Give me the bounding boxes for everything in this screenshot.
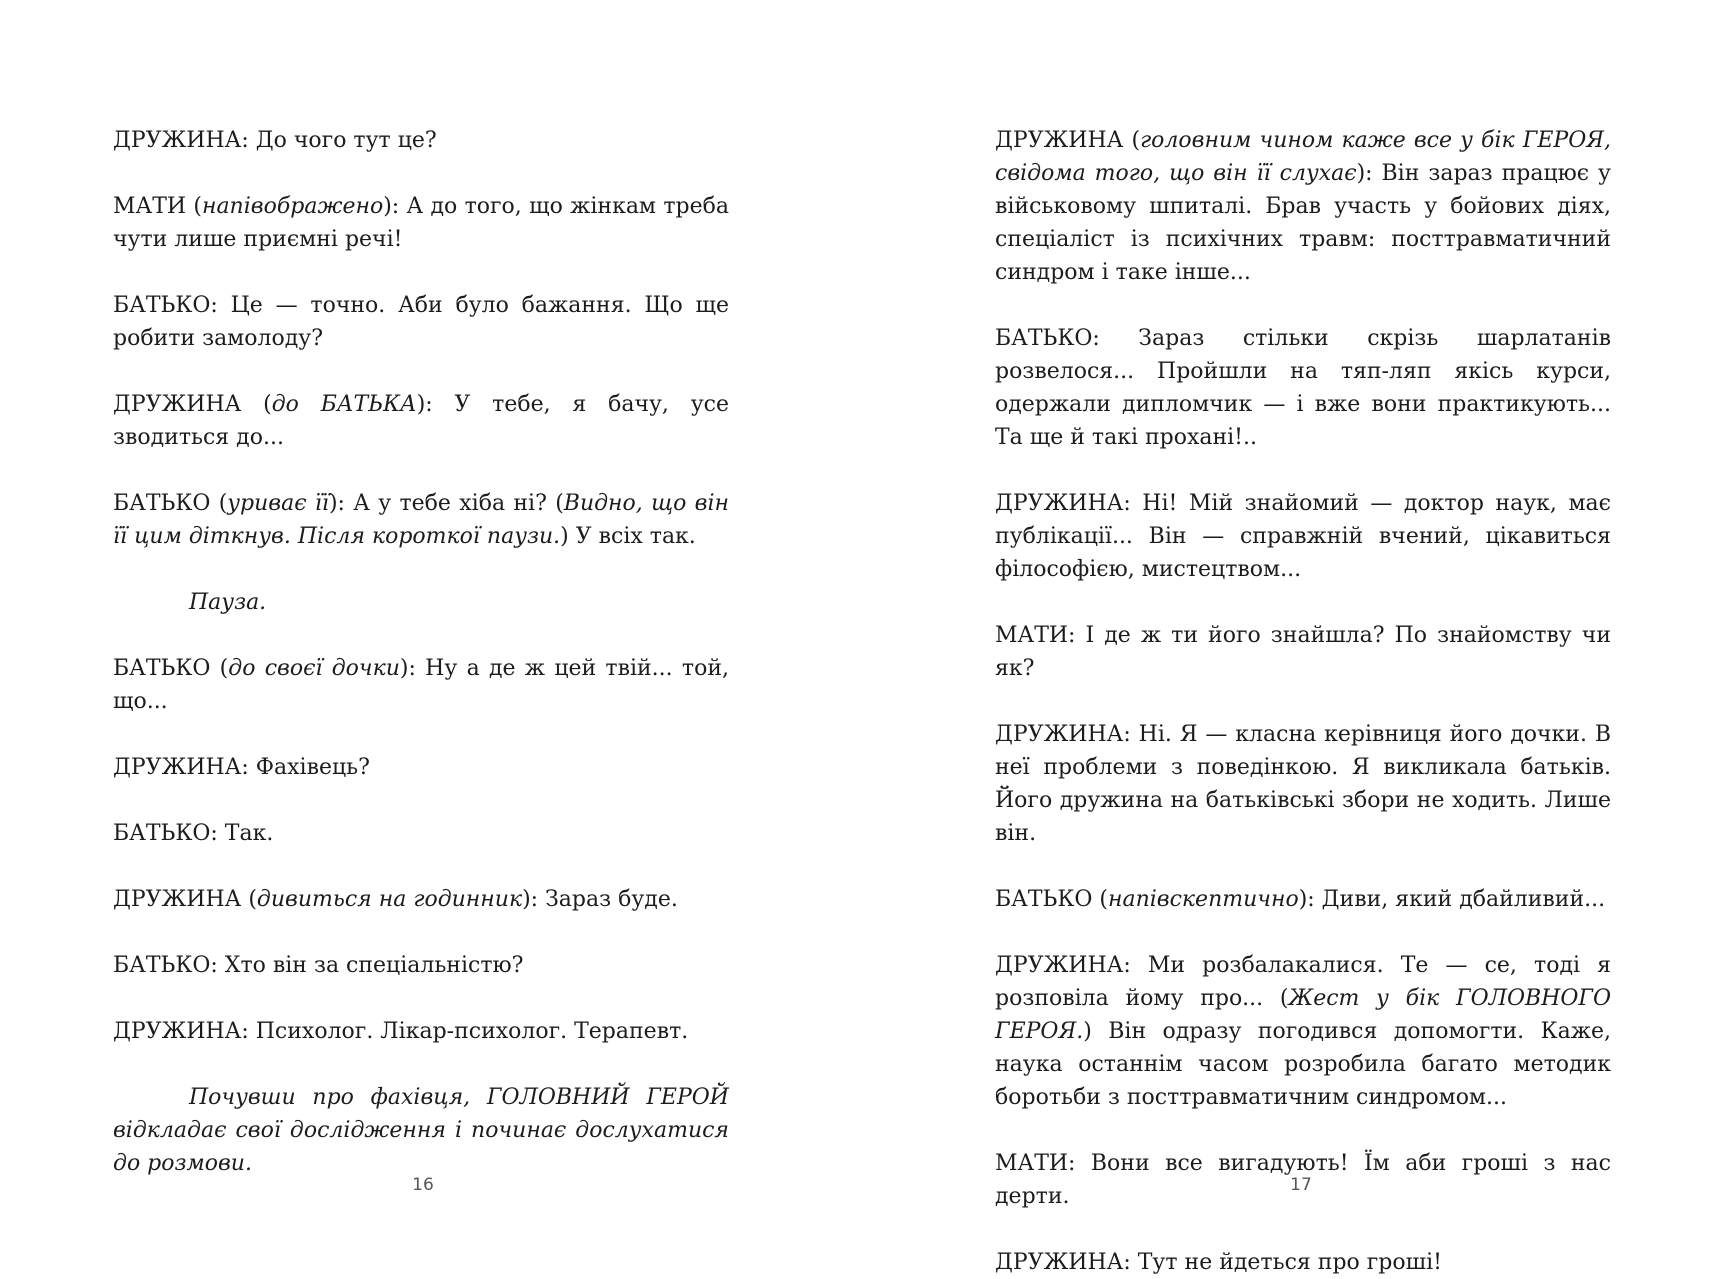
dialogue-line: ДРУЖИНА: Ні! Мій знайомий — доктор наук, має публікації... Він — справжній вчений, цікавиться філософією, мистецтвом... [995, 491, 1611, 582]
dialogue-line: БАТЬКО (уриває її): А у тебе хіба ні? (Видно, що він її цим діткнув. Після короткої паузи.) У всіх так. [113, 491, 730, 549]
dialogue-line: ДРУЖИНА: Ні. Я — класна керівниця його дочки. В неї проблеми з поведінкою. Я викликала батьків. Його дружина на батьківські збори не ходить. Лише він. [995, 722, 1611, 846]
dialogue-line: БАТЬКО: Хто він за спеціальністю? [113, 953, 524, 978]
dialogue-line: БАТЬКО (до своєї дочки): Ну а де ж цей твій... той, що... [113, 656, 729, 714]
right-page [856, 0, 1713, 1275]
left-page [0, 0, 856, 1258]
dialogue-line: МАТИ: І де ж ти його знайшла? По знайомству чи як? [995, 623, 1611, 681]
stage-direction: Почувши про фахівця, ГОЛОВНИЙ ГЕРОЙ відкладає свої дослідження і починає дослухатися до розмови. [113, 1085, 729, 1176]
dialogue-line: БАТЬКО: Зараз стільки скрізь шарлатанів розвелося... Пройшли на тяп-ляп якісь курси, одержали дипломчик — і вже вони практикують... Та ще й такі прохані!.. [995, 326, 1611, 450]
dialogue-line: ДРУЖИНА: Фахівець? [113, 755, 370, 780]
dialogue-line: ДРУЖИНА: До чого тут це? [113, 128, 437, 153]
dialogue-line: ДРУЖИНА: Тут не йдеться про гроші! [995, 1250, 1442, 1275]
stage-direction: Пауза. [189, 590, 267, 615]
dialogue-line: ДРУЖИНА: Ми розбалакалися. Те — се, тоді я розповіла йому про... (Жест у бік ГОЛОВНОГО ГЕРОЯ.) Він одразу погодився допомогти. Каже, наука останнім часом розробила багато методик боротьби з посттравматичним синдромом... [995, 953, 1611, 1110]
dialogue-line: МАТИ: Вони все вигадують! Їм аби гроші з нас дерти. [995, 1151, 1611, 1209]
page-number: 16 [412, 1175, 434, 1195]
dialogue-line: ДРУЖИНА (головним чином каже все у бік ГЕРОЯ, свідома того, що він її слухає): Він зараз працює у військовому шпиталі. Брав участь у бойових діях, спеціаліст із психічних травм: посттравматичний синдром і таке інше... [995, 128, 1611, 285]
right-page-text [995, 124, 1611, 1279]
dialogue-line: БАТЬКО (напівскептично): Диви, який дбайливий... [995, 887, 1606, 912]
dialogue-line: БАТЬКО: Так. [113, 821, 274, 846]
dialogue-line: ДРУЖИНА (до БАТЬКА): У тебе, я бачу, усе зводиться до... [113, 392, 729, 450]
dialogue-line: ДРУЖИНА: Психолог. Лікар-психолог. Терапевт. [113, 1019, 689, 1044]
dialogue-line: БАТЬКО: Це — точно. Аби було бажання. Що ще робити замолоду? [113, 293, 729, 351]
dialogue-line: МАТИ (напівображено): А до того, що жінкам треба чути лише приємні речі! [113, 194, 729, 252]
page-number: 17 [1290, 1175, 1312, 1195]
dialogue-line: ДРУЖИНА (дивиться на годинник): Зараз буде. [113, 887, 678, 912]
left-page-text [113, 124, 729, 1180]
